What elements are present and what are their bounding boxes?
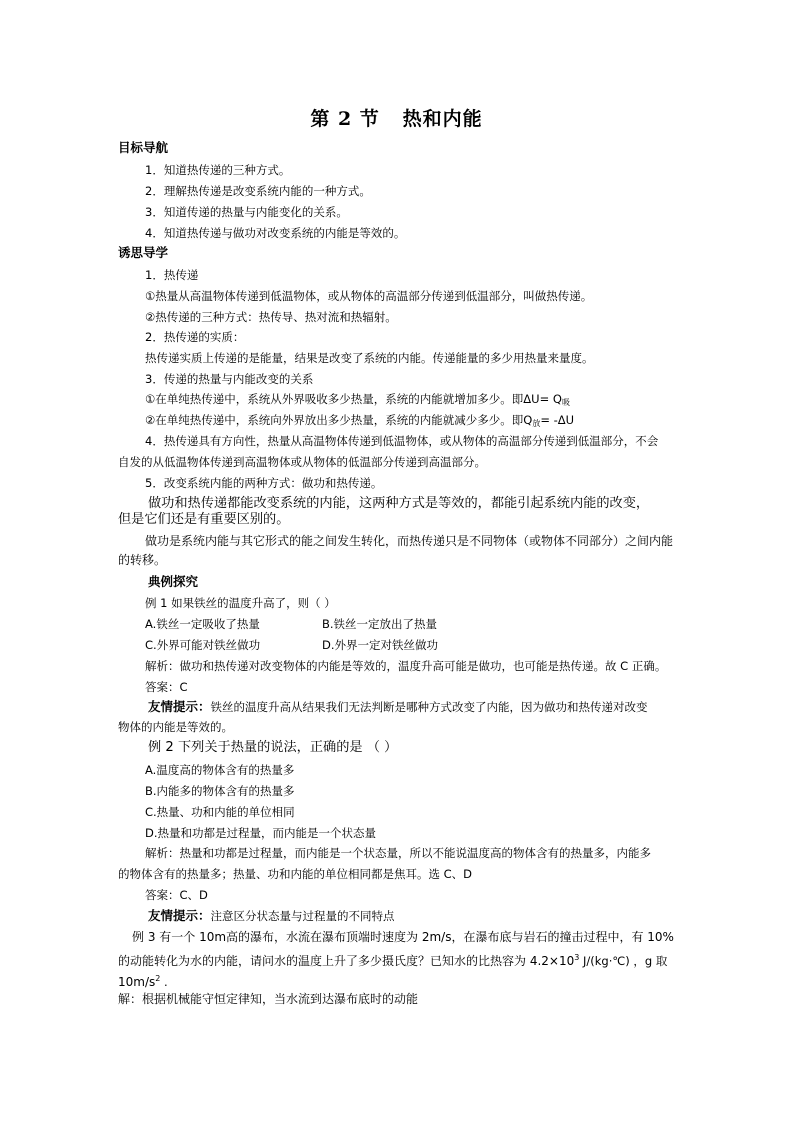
line-text: 例 1 如果铁丝的温度升高了，则（ ） [145,596,336,610]
superscript: 3 [574,953,580,962]
line-text: 解析：做功和热传递对改变物体的内能是等效的，温度升高可能是做功，也可能是热传递。故 C 正确。 [145,659,667,673]
line-text: D.热量和功都是过程量，而内能是一个状态量 [145,826,377,840]
line-text: 物体的内能是等效的。 [118,720,233,734]
text-line [145,826,376,840]
line-text: 解析：热量和功都是过程量，而内能是一个状态量，所以不能说温度高的物体含有的热量多，内能多 [145,846,651,860]
line-text: 10m/s [118,975,156,989]
line-text-continued: 注意区分状态量与过程量的不同特点 [210,909,395,923]
text-line [145,805,295,819]
line-text: 4．知道热传递与做功对改变系统的内能是等效的。 [145,226,406,240]
text-line [145,205,348,219]
text-line [145,680,188,694]
text-line [145,392,570,410]
line-text: 例 2 下列关于热量的说法，正确的是 （ ） [148,740,398,755]
line-text: 的物体含有的热量多；热量、功和内能的单位相同都是焦耳。选 C、D [118,867,473,881]
text-line [145,351,594,365]
line-text: 2．热传递的实质： [145,330,245,344]
line-text: 解：根据机械能守恒定律知，当水流到达瀑布底时的动能 [118,992,419,1006]
line-text: 自发的从低温物体传递到高温物体或从物体的低温部分传递到高温部分。 [118,455,486,469]
line-text: 典例探究 [148,574,199,589]
line-text-continued: = -ΔU [540,413,575,427]
line-text: 3．知道传递的热量与内能变化的关系。 [145,205,348,219]
text-line [118,513,289,527]
text-line [145,289,592,303]
line-text: 2．理解热传递是改变系统内能的一种方式。 [145,184,371,198]
section-heading [118,141,168,155]
text-line [118,951,667,968]
line-text: 友情提示： [148,699,211,714]
section-heading [118,246,168,260]
subscript: 放 [532,419,541,428]
line-text: ①热量从高温物体传递到低温物体，或从物体的高温部分传递到低温部分，叫做热传递。 [145,289,593,303]
line-text: 例 3 有一个 10m高的瀑布，水流在瀑布顶端时速度为 2m/s，在瀑布底与岩石的撞击过程中，有 10% [132,930,674,944]
line-text: 1．热传递 [145,268,199,282]
line-text: 的转移。 [118,553,167,567]
line-text: A.温度高的物体含有的热量多 [145,763,295,777]
line-text-continued: 铁丝的温度升高从结果我们无法判断是哪种方式改变了内能，因为做功和热传递对改变 [210,700,648,714]
line-text: B.铁丝一定放出了热量 [322,617,438,631]
line-text: D.外界一定对铁丝做功 [322,638,439,652]
line-text-continued: . [160,975,168,989]
line-text: 的动能转化为水的内能，请问水的温度上升了多少摄氏度？已知水的比热容为 4.2×10 [118,954,575,968]
line-text: 4．热传递具有方向性，热量从高温物体传递到低温物体，或从物体的高温部分传递到低温部分，不会 [145,434,659,448]
line-text: B.内能多的物体含有的热量多 [145,784,295,798]
line-text: 做功和热传递都能改变系统的内能，这两种方式是等效的，都能引起系统内能的改变， [148,496,650,511]
text-line [145,846,651,860]
line-text: ①在单纯热传递中，系统从外界吸收多少热量，系统的内能就增加多少。即ΔU= Q [145,392,562,406]
subscript: 吸 [561,398,570,407]
line-text: 3．传递的热量与内能改变的关系 [145,372,314,386]
line-text: C.外界可能对铁丝做功 [145,638,261,652]
line-text-continued: J/(kg·℃) ，g 取 [579,954,668,968]
text-line [145,184,371,198]
text-line [145,163,290,177]
line-text: ②热传递的三种方式：热传导、热对流和热辐射。 [145,310,397,324]
text-line [145,596,336,610]
text-line [145,763,294,777]
text-line [118,992,418,1006]
text-line [118,720,233,734]
section-heading [148,700,648,714]
line-text: 答案：C [145,680,188,694]
text-line [118,972,168,989]
line-text: 友情提示： [148,908,211,923]
line-text: ②在单纯热传递中，系统向外界放出多少热量，系统的内能就减少多少。即Q [145,413,533,427]
line-text: 热传递实质上传递的是能量，结果是改变了系统的内能。传递能量的多少用热量来量度。 [145,351,594,365]
line-text: 5．改变系统内能的两种方式：做功和热传递。 [145,476,383,490]
line-text: C.热量、功和内能的单位相同 [145,805,295,819]
text-line [322,638,438,652]
line-text: 做功是系统内能与其它形式的能之间发生转化，而热传递只是不同物体（或物体不同部分）之间内能 [145,534,674,548]
text-line [118,455,486,469]
text-line [145,784,295,798]
text-line [145,434,658,448]
text-line [145,638,260,652]
text-line [145,226,405,240]
text-line [145,534,673,548]
text-line [132,930,674,944]
line-text: A.铁丝一定吸收了热量 [145,617,260,631]
line-text: 1．知道热传递的三种方式。 [145,163,291,177]
page-title: 第 2 节 热和内能 [310,108,483,130]
text-line [145,310,397,324]
line-text: 但是它们还是有重要区别的。 [118,512,290,527]
text-line [145,888,208,902]
line-text: 诱思导学 [118,245,169,260]
text-line [322,617,437,631]
line-text: 目标导航 [118,140,169,155]
text-line [118,867,472,881]
line-text: 答案：C、D [145,888,208,902]
text-line [145,413,574,431]
superscript: 2 [155,974,161,983]
text-line [145,659,666,673]
text-line [118,553,166,567]
section-heading [148,909,395,923]
text-line [148,741,397,755]
text-line [145,330,244,344]
text-line [148,497,649,511]
text-line [145,617,260,631]
section-heading [148,575,198,589]
text-line [145,372,313,386]
text-line [145,268,198,282]
text-line [145,476,382,490]
